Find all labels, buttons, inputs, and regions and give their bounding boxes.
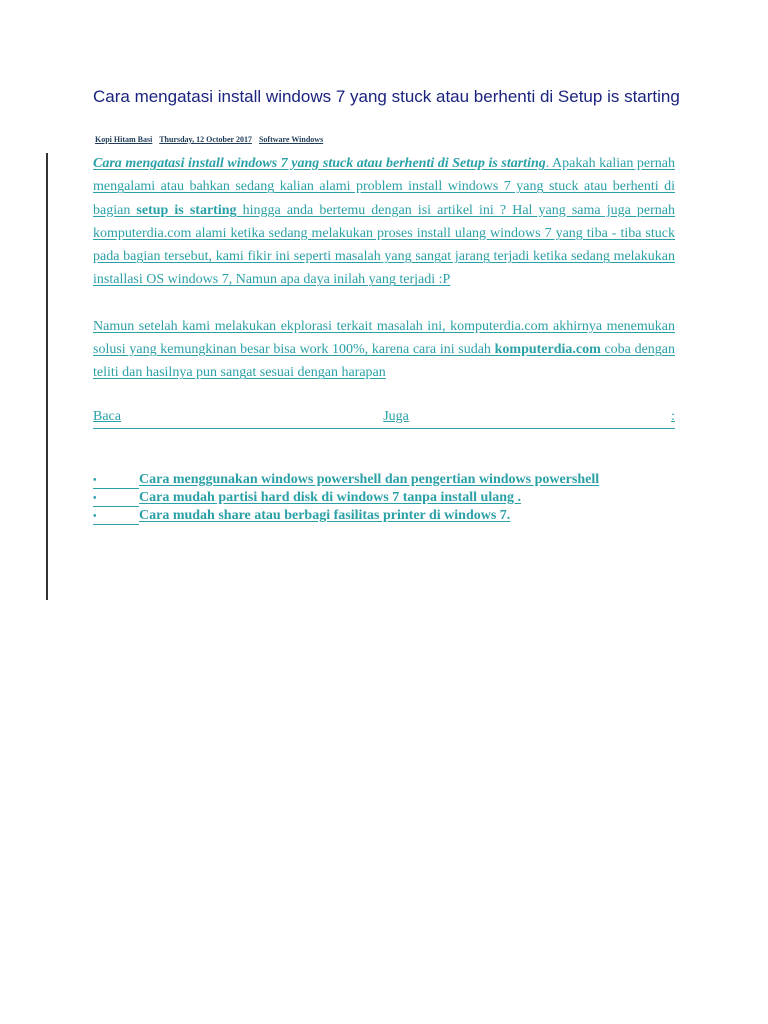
bullet-icon: • (93, 492, 139, 507)
intro-paragraph (93, 152, 675, 292)
list-item (93, 507, 675, 525)
juga-word: Juga (383, 408, 409, 424)
article-body (93, 152, 675, 525)
intro-lead-text: Cara mengatasi install windows 7 yang stuck atau berhenti di Setup is starting (93, 156, 546, 171)
komputerdia-emphasis: komputerdia.com (494, 342, 601, 358)
list-item (93, 471, 675, 489)
related-link-partisi-hard-disk[interactable]: Cara mudah partisi hard disk di windows 7 tanpa install ulang . (139, 489, 521, 505)
intro-text-part-b: hingga anda bertemu dengan isi artikel ini ? Hal yang sama juga pernah komputerdia.com alami ketika sedang melakukan proses install ulang windows 7 yang tiba - tiba stuck pada bagian tersebut, kami fikir ini seperti masalah yang sangat jarang terjadi ketika sedang melakukan installasi OS windows 7, Namun apa daya inilah yang terjadi :P (93, 202, 675, 288)
solution-text-part-a: Namun setelah kami melakukan ekplorasi terkait masalah ini, komputerdia.com akhirnya menemukan solusi yang kemungkinan besar bisa work 100%, karena cara ini sudah (93, 318, 675, 358)
related-link-share-printer[interactable]: Cara mudah share atau berbagi fasilitas printer di windows 7. (139, 507, 511, 523)
solution-paragraph (93, 315, 675, 385)
baca-juga-colon: : (671, 408, 675, 424)
setup-is-starting-emphasis: setup is starting (136, 202, 237, 218)
post-meta (95, 135, 328, 144)
bullet-icon: • (93, 510, 139, 525)
intro-text-part-a: . Apakah kalian pernah mengalami atau bahkan sedang kalian alami problem install windows 7 yang stuck atau berhenti di bagian (93, 156, 675, 218)
baca-juga-heading (93, 407, 675, 429)
date-link[interactable]: Thursday, 12 October 2017 (159, 135, 252, 144)
page-title: Cara mengatasi install windows 7 yang stuck atau berhenti di Setup is starting (93, 87, 680, 106)
solution-text-part-b: coba dengan teliti dan hasilnya pun sangat sesuai dengan harapan (93, 342, 676, 381)
author-link[interactable]: Kopi Hitam Basi (95, 135, 153, 144)
list-item (93, 489, 675, 507)
related-links-list (93, 471, 675, 525)
baca-word: Baca (93, 408, 121, 424)
bullet-icon: • (93, 474, 139, 489)
left-margin-rule (46, 153, 48, 600)
related-link-powershell[interactable]: Cara menggunakan windows powershell dan pengertian windows powershell (139, 471, 600, 487)
category-link[interactable]: Software Windows (258, 135, 324, 144)
